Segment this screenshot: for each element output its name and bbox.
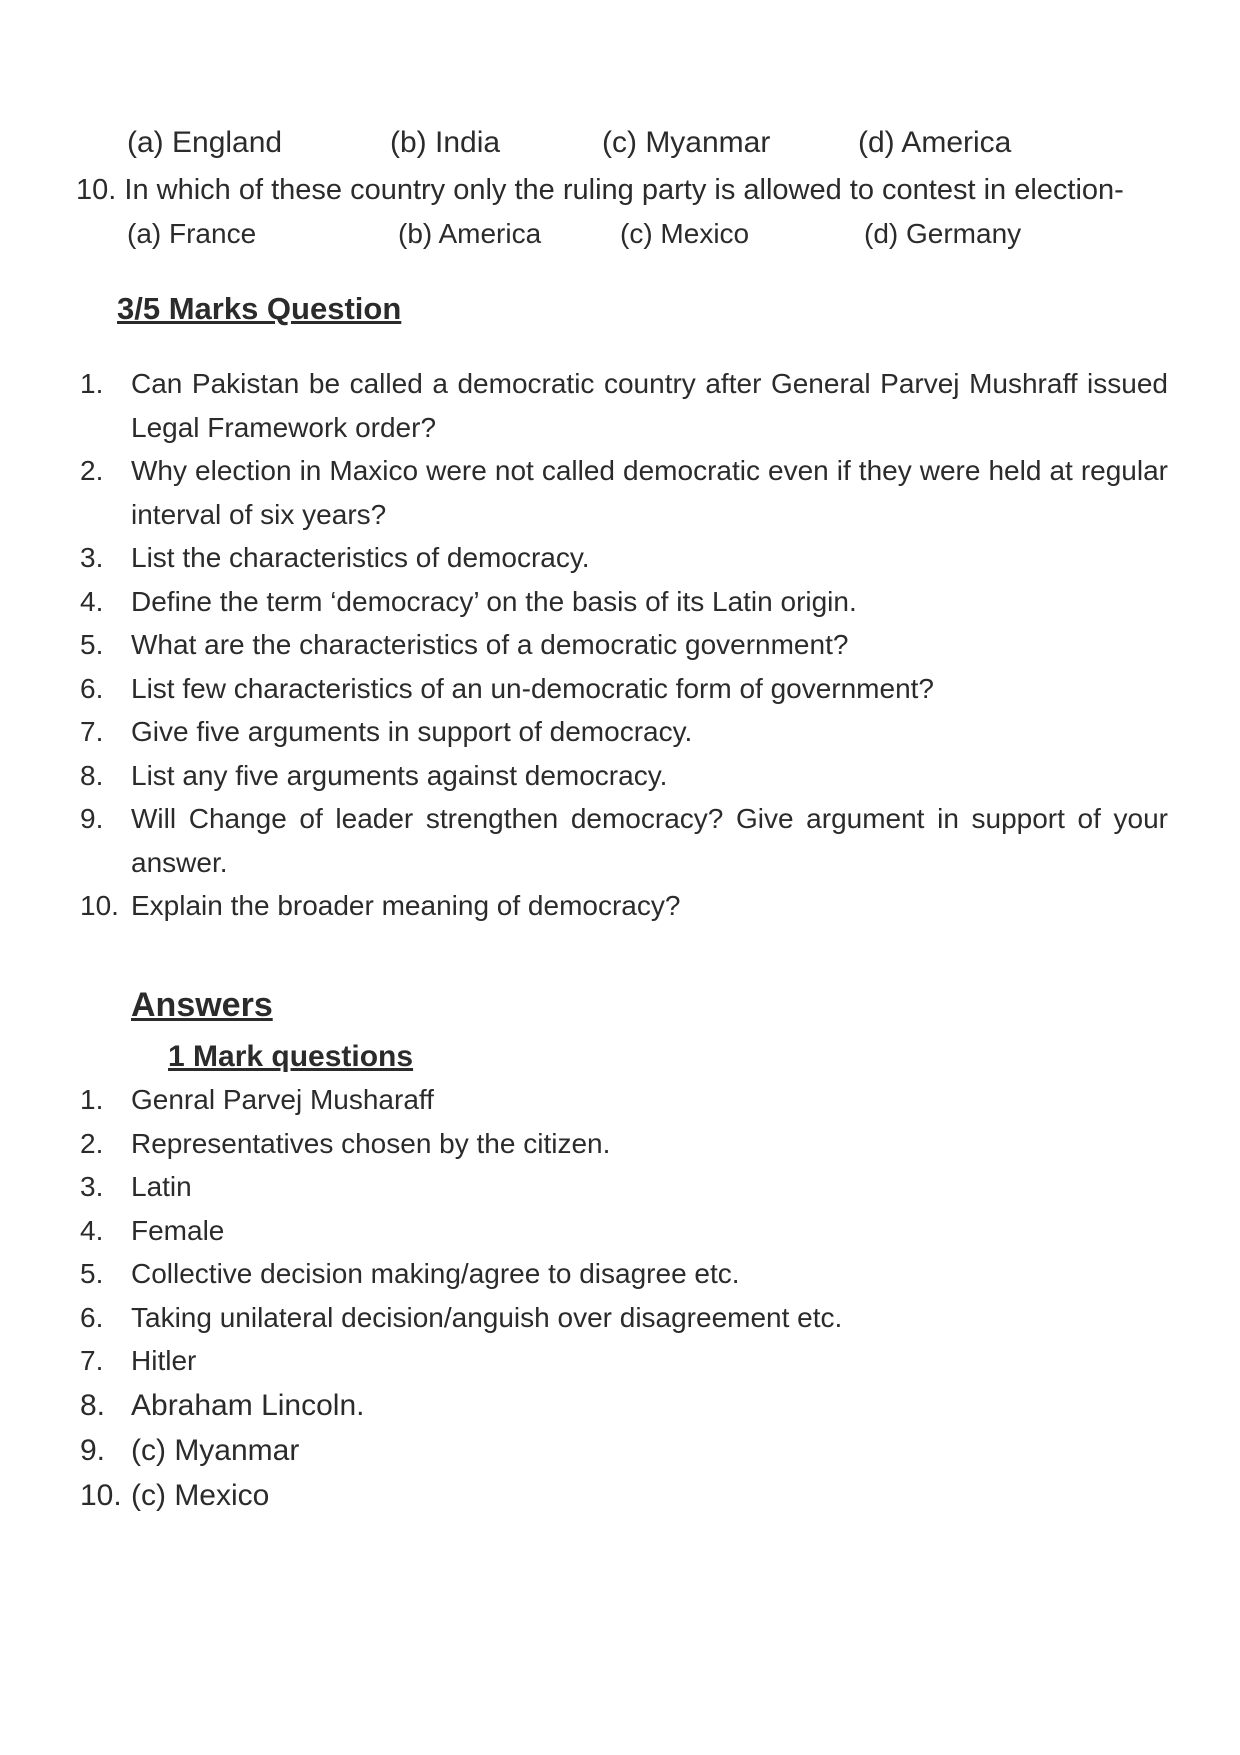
item-number: 4. — [80, 1214, 104, 1246]
item-text: Can Pakistan be called a democratic country after General Parvej Mushraff issued Legal Framework order? — [131, 368, 1168, 443]
item-number: 3. — [80, 542, 104, 573]
item-number: 8. — [80, 1388, 106, 1422]
list-item — [0, 1165, 1240, 1209]
answers-heading: Answers — [131, 986, 273, 1024]
item-text: List the characteristics of democracy. — [131, 542, 590, 573]
q10-option-d: (d) Germany — [864, 218, 1022, 249]
item-number: 5. — [80, 1258, 104, 1289]
list-item — [0, 884, 1240, 928]
list-item — [0, 362, 1240, 449]
q10-options — [0, 214, 1240, 254]
marks-question-heading: 3/5 Marks Question — [117, 291, 402, 326]
item-number: 6. — [80, 1301, 104, 1333]
q10-option-a: (a) France — [127, 218, 257, 249]
list-item — [0, 797, 1240, 884]
list-item — [0, 1473, 1240, 1518]
list-item — [0, 1428, 1240, 1473]
item-number: 1. — [80, 1084, 104, 1115]
list-item — [0, 1209, 1240, 1253]
item-text: Give five arguments in support of democracy. — [131, 716, 693, 747]
q9-option-a: (a) England — [127, 126, 283, 159]
item-text: Female — [131, 1214, 225, 1246]
item-text: (c) Mexico — [131, 1478, 270, 1512]
item-text: Will Change of leader strengthen democracy? Give argument in support of your answer. — [131, 803, 1168, 878]
item-text: Abraham Lincoln. — [131, 1388, 365, 1422]
list-item — [0, 754, 1240, 798]
item-number: 1. — [80, 368, 104, 399]
q9-options — [0, 123, 1240, 163]
item-number: 10. — [80, 890, 119, 921]
item-number: 9. — [80, 803, 104, 834]
item-text: Taking unilateral decision/anguish over disagreement etc. — [131, 1301, 843, 1333]
list-item — [0, 1252, 1240, 1296]
q9-option-c: (c) Myanmar — [602, 126, 771, 159]
q9-option-b: (b) India — [390, 126, 501, 159]
item-text: (c) Myanmar — [131, 1433, 300, 1467]
item-number: 3. — [80, 1171, 104, 1202]
item-text: List any five arguments against democracy. — [131, 759, 668, 791]
list-item — [0, 667, 1240, 711]
list-item — [0, 1078, 1240, 1122]
item-number: 6. — [80, 672, 104, 704]
item-number: 2. — [80, 1127, 104, 1159]
list-item — [0, 449, 1240, 536]
item-text: What are the characteristics of a democratic government? — [131, 629, 849, 660]
item-text: List few characteristics of an un-democratic form of government? — [131, 672, 935, 704]
item-number: 10. — [80, 1478, 122, 1512]
item-text: Why election in Maxico were not called democratic even if they were held at regular interval of six years? — [131, 455, 1168, 530]
list-item — [0, 580, 1240, 624]
item-number: 9. — [80, 1433, 106, 1467]
item-number: 4. — [80, 585, 104, 617]
list-item — [0, 536, 1240, 580]
item-text: Collective decision making/agree to disagree etc. — [131, 1258, 740, 1289]
q10-question — [76, 170, 1124, 210]
list-item — [0, 1122, 1240, 1166]
item-text: Latin — [131, 1171, 192, 1202]
marks-question-list — [0, 362, 1240, 928]
list-item — [0, 1339, 1240, 1383]
item-text: Representatives chosen by the citizen. — [131, 1127, 611, 1159]
item-number: 7. — [80, 716, 104, 747]
one-mark-subheading: 1 Mark questions — [168, 1040, 414, 1073]
list-item — [0, 623, 1240, 667]
q10-text: In which of these country only the ruling party is allowed to contest in election- — [124, 174, 1124, 206]
item-text: Define the term ‘democracy’ on the basis of its Latin origin. — [131, 585, 857, 617]
item-number: 7. — [80, 1345, 104, 1376]
item-number: 5. — [80, 629, 104, 660]
item-text: Genral Parvej Musharaff — [131, 1084, 434, 1115]
q10-option-c: (c) Mexico — [620, 218, 750, 249]
item-number: 8. — [80, 759, 104, 791]
answers-list — [0, 1078, 1240, 1518]
list-item — [0, 710, 1240, 754]
q9-option-d: (d) America — [858, 126, 1012, 159]
item-text: Hitler — [131, 1345, 197, 1376]
item-text: Explain the broader meaning of democracy? — [131, 890, 681, 921]
list-item — [0, 1383, 1240, 1428]
list-item — [0, 1296, 1240, 1340]
q10-number: 10. — [76, 174, 117, 206]
q10-option-b: (b) America — [398, 218, 542, 249]
item-number: 2. — [80, 455, 104, 486]
